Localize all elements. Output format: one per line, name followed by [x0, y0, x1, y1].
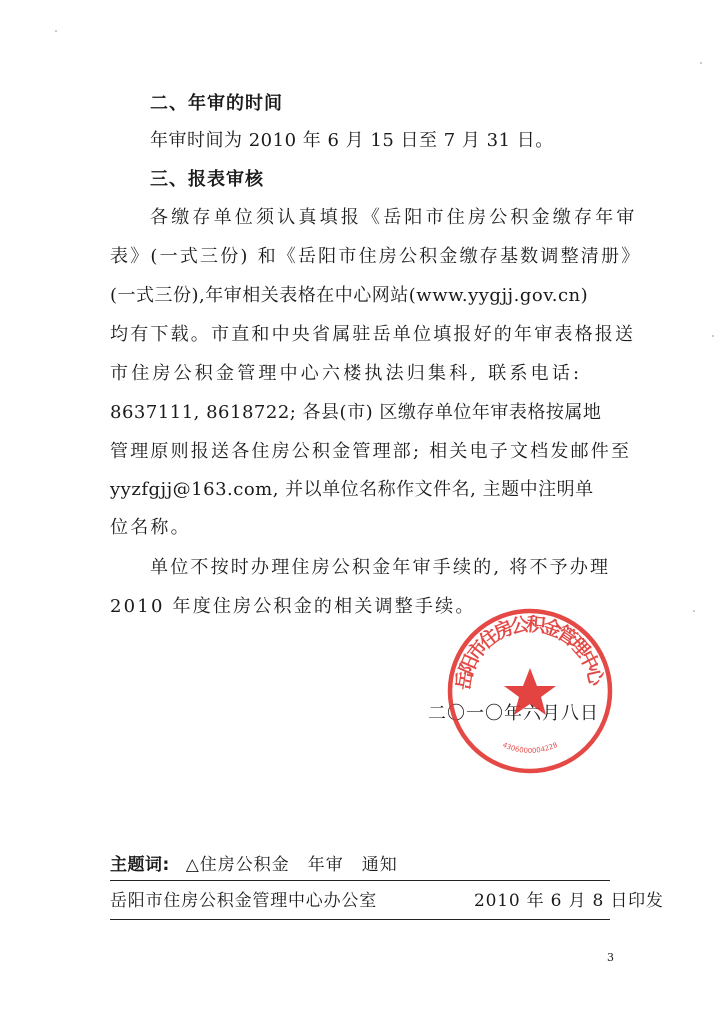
- svg-text:4306000004228: [501, 741, 559, 755]
- signature-date: 二〇一〇年六月八日: [428, 703, 599, 724]
- section-3-para2-line-1: 单位不按时办理住房公积金年审手续的, 将不予办理: [150, 557, 611, 578]
- official-seal-icon: [445, 606, 615, 776]
- print-date: 2010 年 6 月 8 日印发: [474, 891, 664, 911]
- footer-rule-top: [110, 880, 610, 881]
- section-3-line-5: 市住房公积金管理中心六楼执法归集科, 联系电话:: [110, 363, 583, 384]
- keywords-value: △住房公积金 年审 通知: [185, 855, 398, 875]
- footer-rule-bottom: [110, 919, 610, 920]
- section-3-para2-line-2: 2010 年度住房公积金的相关调整手续。: [110, 596, 476, 617]
- seal-number: 4306000004228: [501, 740, 559, 755]
- keywords-row: [110, 853, 398, 877]
- section-3-line-9: 位名称。: [110, 517, 191, 538]
- scan-speck: [693, 610, 695, 612]
- issuer: 岳阳市住房公积金管理中心办公室: [110, 891, 377, 911]
- section-3-heading: 三、报表审核: [150, 169, 264, 190]
- section-3-line-6: 8637111, 8618722; 各县(市) 区缴存单位年审表格按属地: [110, 402, 602, 423]
- keywords-label: 主题词:: [110, 855, 170, 875]
- section-3-line-1: 各缴存单位须认真填报《岳阳市住房公积金缴存年审: [150, 207, 638, 228]
- section-2-text: 年审时间为 2010 年 6 月 15 日至 7 月 31 日。: [150, 130, 554, 151]
- section-3-line-8: yyzfgjj@163.com, 并以单位名称作文件名, 主题中注明单: [110, 479, 594, 500]
- section-3-line-4: 均有下载。市直和中央省属驻岳单位填报好的年审表格报送: [110, 324, 636, 345]
- section-3-line-7: 管理原则报送各住房公积金管理部; 相关电子文档发邮件至: [110, 441, 632, 462]
- seal-text: 岳阳市住房公积金管理中心: [452, 613, 608, 692]
- section-2-heading: 二、年审的时间: [150, 93, 283, 114]
- section-3-line-2: 表》(一式三份) 和《岳阳市住房公积金缴存基数调整清册》: [110, 246, 642, 267]
- scan-speck: [712, 335, 714, 337]
- page-number: 3: [607, 951, 614, 964]
- scan-speck: [700, 62, 702, 64]
- section-3-line-3: (一式三份),年审相关表格在中心网站(www.yygjj.gov.cn): [110, 285, 589, 306]
- scan-speck: [55, 30, 57, 32]
